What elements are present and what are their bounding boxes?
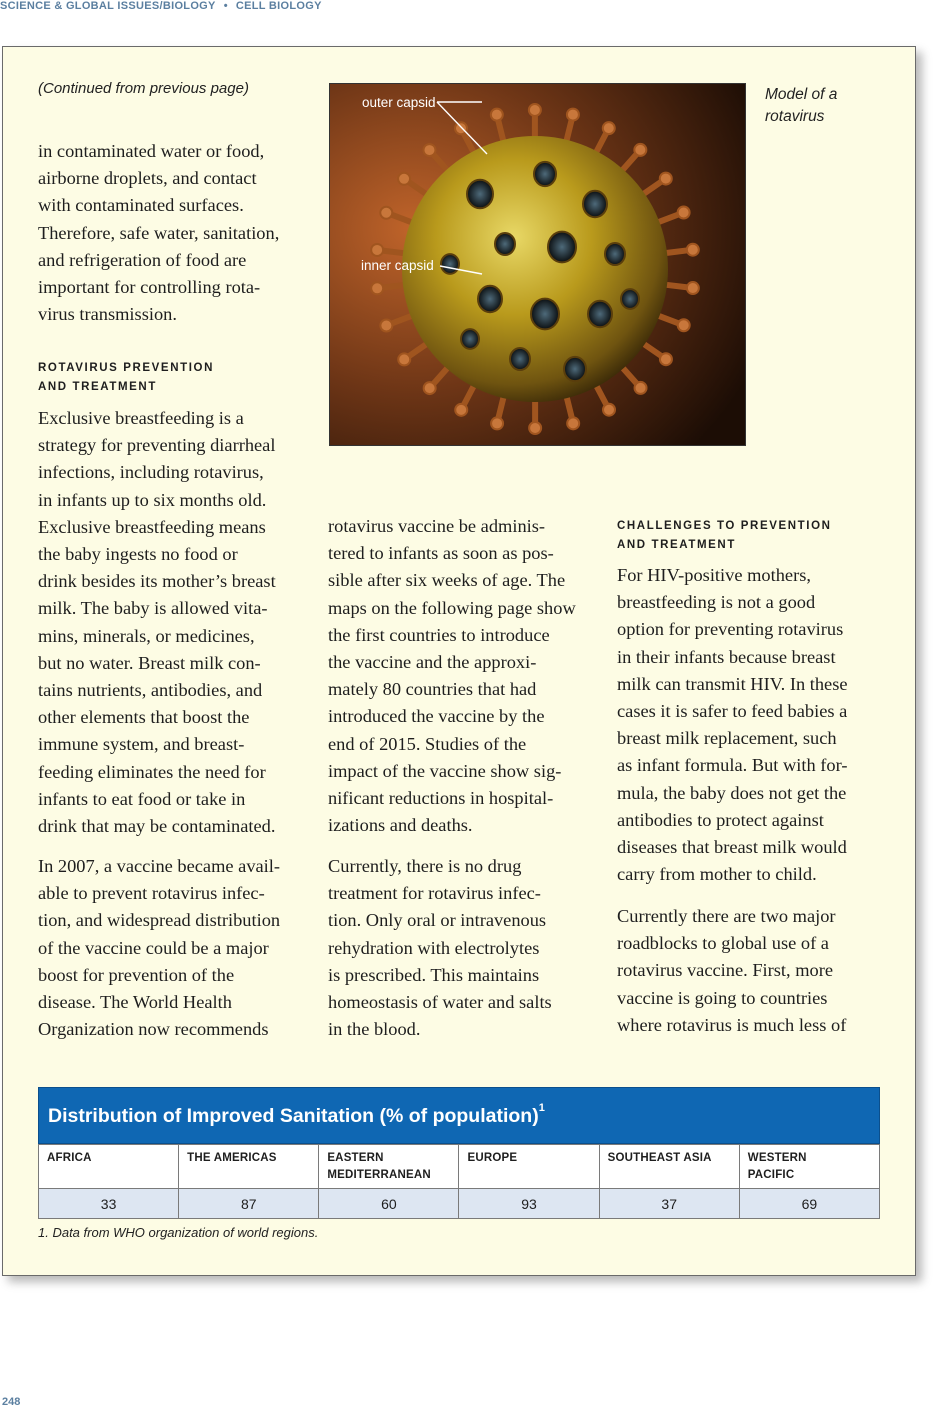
text-line: nificant reductions in hospital- — [328, 788, 554, 809]
text-line: For HIV-positive mothers, — [617, 565, 811, 585]
text-line: diseases that breast milk would — [617, 837, 847, 858]
content-card — [2, 46, 916, 1276]
text-line: important for controlling rota- — [38, 277, 261, 298]
text-line: Exclusive breastfeeding is a — [38, 408, 244, 428]
text-line: tion, and widespread distribution — [38, 910, 281, 931]
table-row — [39, 1189, 880, 1219]
text-line: homeostasis of water and salts — [328, 992, 552, 1013]
text-line: in the blood. — [328, 1019, 421, 1040]
table-header-cell — [739, 1145, 879, 1189]
col2-paragraph-2 — [328, 853, 608, 1043]
text-line: In 2007, a vaccine became avail- — [38, 856, 281, 876]
text-line: mately 80 countries that had — [328, 679, 537, 700]
text-line: Currently, there is no drug — [328, 856, 522, 876]
text-line: other elements that boost the — [38, 707, 250, 728]
text-line: infants to eat food or take in — [38, 788, 246, 809]
text-line: where rotavirus is much less of — [617, 1014, 847, 1035]
text-line: able to prevent rotavirus infec- — [38, 883, 265, 904]
text-line: airborne droplets, and contact — [38, 168, 257, 189]
running-head-section: SCIENCE & GLOBAL ISSUES/BIOLOGY — [0, 0, 216, 12]
text-line: rotavirus vaccine be adminis- — [328, 516, 546, 536]
text-line: boost for prevention of the — [38, 964, 235, 985]
text-line: Therefore, safe water, sanitation, — [38, 222, 280, 243]
table-header-line: AFRICA — [47, 1152, 92, 1164]
text-line: milk can transmit HIV. In these — [617, 673, 848, 694]
figure-caption-line2: rotavirus — [765, 108, 825, 125]
table-header-row — [39, 1145, 880, 1189]
table-footnote: 1. Data from WHO organization of world regions. — [38, 1225, 319, 1240]
text-line: tion. Only oral or intravenous — [328, 910, 547, 931]
text-line: rotavirus vaccine. First, more — [617, 960, 834, 981]
table-title-text: Distribution of Improved Sanitation (% of population) — [48, 1105, 539, 1127]
table-header-line: WESTERN — [747, 1152, 807, 1164]
running-head-unit: CELL BIOLOGY — [235, 0, 322, 12]
text-line: tered to infants as soon as pos- — [328, 543, 554, 564]
text-line: in infants up to six months old. — [38, 489, 267, 510]
col2-paragraph-1 — [328, 513, 608, 839]
text-line: izations and deaths. — [328, 815, 473, 836]
table-title — [38, 1087, 880, 1144]
text-line: introduced the vaccine by the — [328, 706, 545, 727]
text-line: the baby ingests no food or — [38, 544, 238, 565]
text-line: infections, including rotavirus, — [38, 462, 264, 483]
text-line: cases it is safer to feed babies a — [617, 701, 848, 722]
text-line: in contaminated water or food, — [38, 141, 265, 161]
inner-capsid-label: inner capsid — [361, 258, 434, 273]
table-header-line: EUROPE — [467, 1152, 518, 1164]
text-line: tains nutrients, antibodies, and — [38, 680, 263, 701]
table-cell: 33 — [39, 1189, 179, 1219]
table-header-line: PACIFIC — [747, 1169, 795, 1181]
text-line: the first countries to introduce — [328, 624, 550, 645]
table-header-line: THE AMERICAS — [187, 1152, 277, 1164]
sanitation-table — [38, 1087, 880, 1219]
sanitation-data-table — [38, 1144, 880, 1219]
text-line: as infant formula. But with for- — [617, 755, 848, 776]
table-header-cell — [459, 1145, 599, 1189]
figure-caption-line1: Model of a — [765, 86, 838, 103]
text-line: drink that may be contaminated. — [38, 816, 276, 837]
text-line: the vaccine and the approxi- — [328, 652, 537, 673]
running-head — [0, 0, 322, 12]
heading-line: ROTAVIRUS PREVENTION — [38, 362, 214, 374]
text-line: rehydration with electrolytes — [328, 937, 540, 958]
heading-line: AND TREATMENT — [617, 539, 736, 551]
running-head-separator: • — [223, 0, 228, 12]
text-line: of the vaccine could be a major — [38, 937, 269, 958]
challenges-heading — [617, 517, 832, 555]
table-header-line: SOUTHEAST ASIA — [607, 1152, 712, 1164]
text-line: sible after six weeks of age. The — [328, 570, 566, 591]
text-line: maps on the following page show — [328, 597, 576, 618]
text-line: immune system, and breast- — [38, 734, 245, 755]
text-line: disease. The World Health — [38, 992, 232, 1013]
text-line: Organization now recommends — [38, 1019, 269, 1040]
text-line: breast milk replacement, such — [617, 728, 837, 749]
outer-capsid-label: outer capsid — [362, 95, 436, 110]
text-line: feeding eliminates the need for — [38, 761, 266, 782]
table-header-cell — [599, 1145, 739, 1189]
text-line: impact of the vaccine show sig- — [328, 760, 562, 781]
text-line: in their infants because breast — [617, 646, 836, 667]
col1-paragraph-3 — [38, 853, 318, 1043]
text-line: mins, minerals, or medicines, — [38, 625, 255, 646]
col3-paragraph-2 — [617, 903, 887, 1039]
text-line: option for preventing rotavirus — [617, 619, 844, 640]
col1-paragraph-1 — [38, 138, 313, 328]
table-cell: 60 — [319, 1189, 459, 1219]
text-line: roadblocks to global use of a — [617, 933, 829, 954]
table-header-line: MEDITERRANEAN — [327, 1169, 431, 1181]
text-line: vaccine is going to countries — [617, 987, 828, 1008]
text-line: virus transmission. — [38, 304, 177, 325]
heading-line: AND TREATMENT — [38, 381, 157, 393]
text-line: but no water. Breast milk con- — [38, 652, 261, 673]
text-line: strategy for preventing diarrheal — [38, 435, 276, 456]
text-line: mula, the baby does not get the — [617, 782, 847, 803]
text-line: end of 2015. Studies of the — [328, 733, 527, 754]
table-header-line: EASTERN — [327, 1152, 384, 1164]
text-line: breastfeeding is not a good — [617, 592, 816, 613]
table-header-cell — [319, 1145, 459, 1189]
table-header-cell — [39, 1145, 179, 1189]
col1-paragraph-2 — [38, 405, 318, 840]
col3-paragraph-1 — [617, 562, 887, 888]
table-title-footnote-mark: 1 — [538, 1102, 545, 1114]
table-cell: 87 — [179, 1189, 319, 1219]
table-header-cell — [179, 1145, 319, 1189]
text-line: with contaminated surfaces. — [38, 195, 244, 216]
heading-line: CHALLENGES TO PREVENTION — [617, 520, 832, 532]
text-line: Exclusive breastfeeding means — [38, 516, 266, 537]
rotavirus-prevention-heading — [38, 359, 214, 397]
text-line: and refrigeration of food are — [38, 249, 247, 270]
text-line: is prescribed. This maintains — [328, 964, 540, 985]
table-cell: 37 — [599, 1189, 739, 1219]
table-cell: 69 — [739, 1189, 879, 1219]
text-line: antibodies to protect against — [617, 809, 824, 830]
text-line: drink besides its mother’s breast — [38, 571, 276, 592]
text-line: carry from mother to child. — [617, 864, 817, 885]
text-line: milk. The baby is allowed vita- — [38, 598, 268, 619]
rotavirus-figure — [329, 83, 746, 446]
text-line: Currently there are two major — [617, 906, 836, 926]
figure-caption — [765, 84, 885, 128]
page-number: 248 — [2, 1396, 21, 1408]
text-line: treatment for rotavirus infec- — [328, 883, 541, 904]
rotavirus-illustration — [330, 84, 746, 446]
continued-note: (Continued from previous page) — [38, 80, 249, 97]
table-cell: 93 — [459, 1189, 599, 1219]
